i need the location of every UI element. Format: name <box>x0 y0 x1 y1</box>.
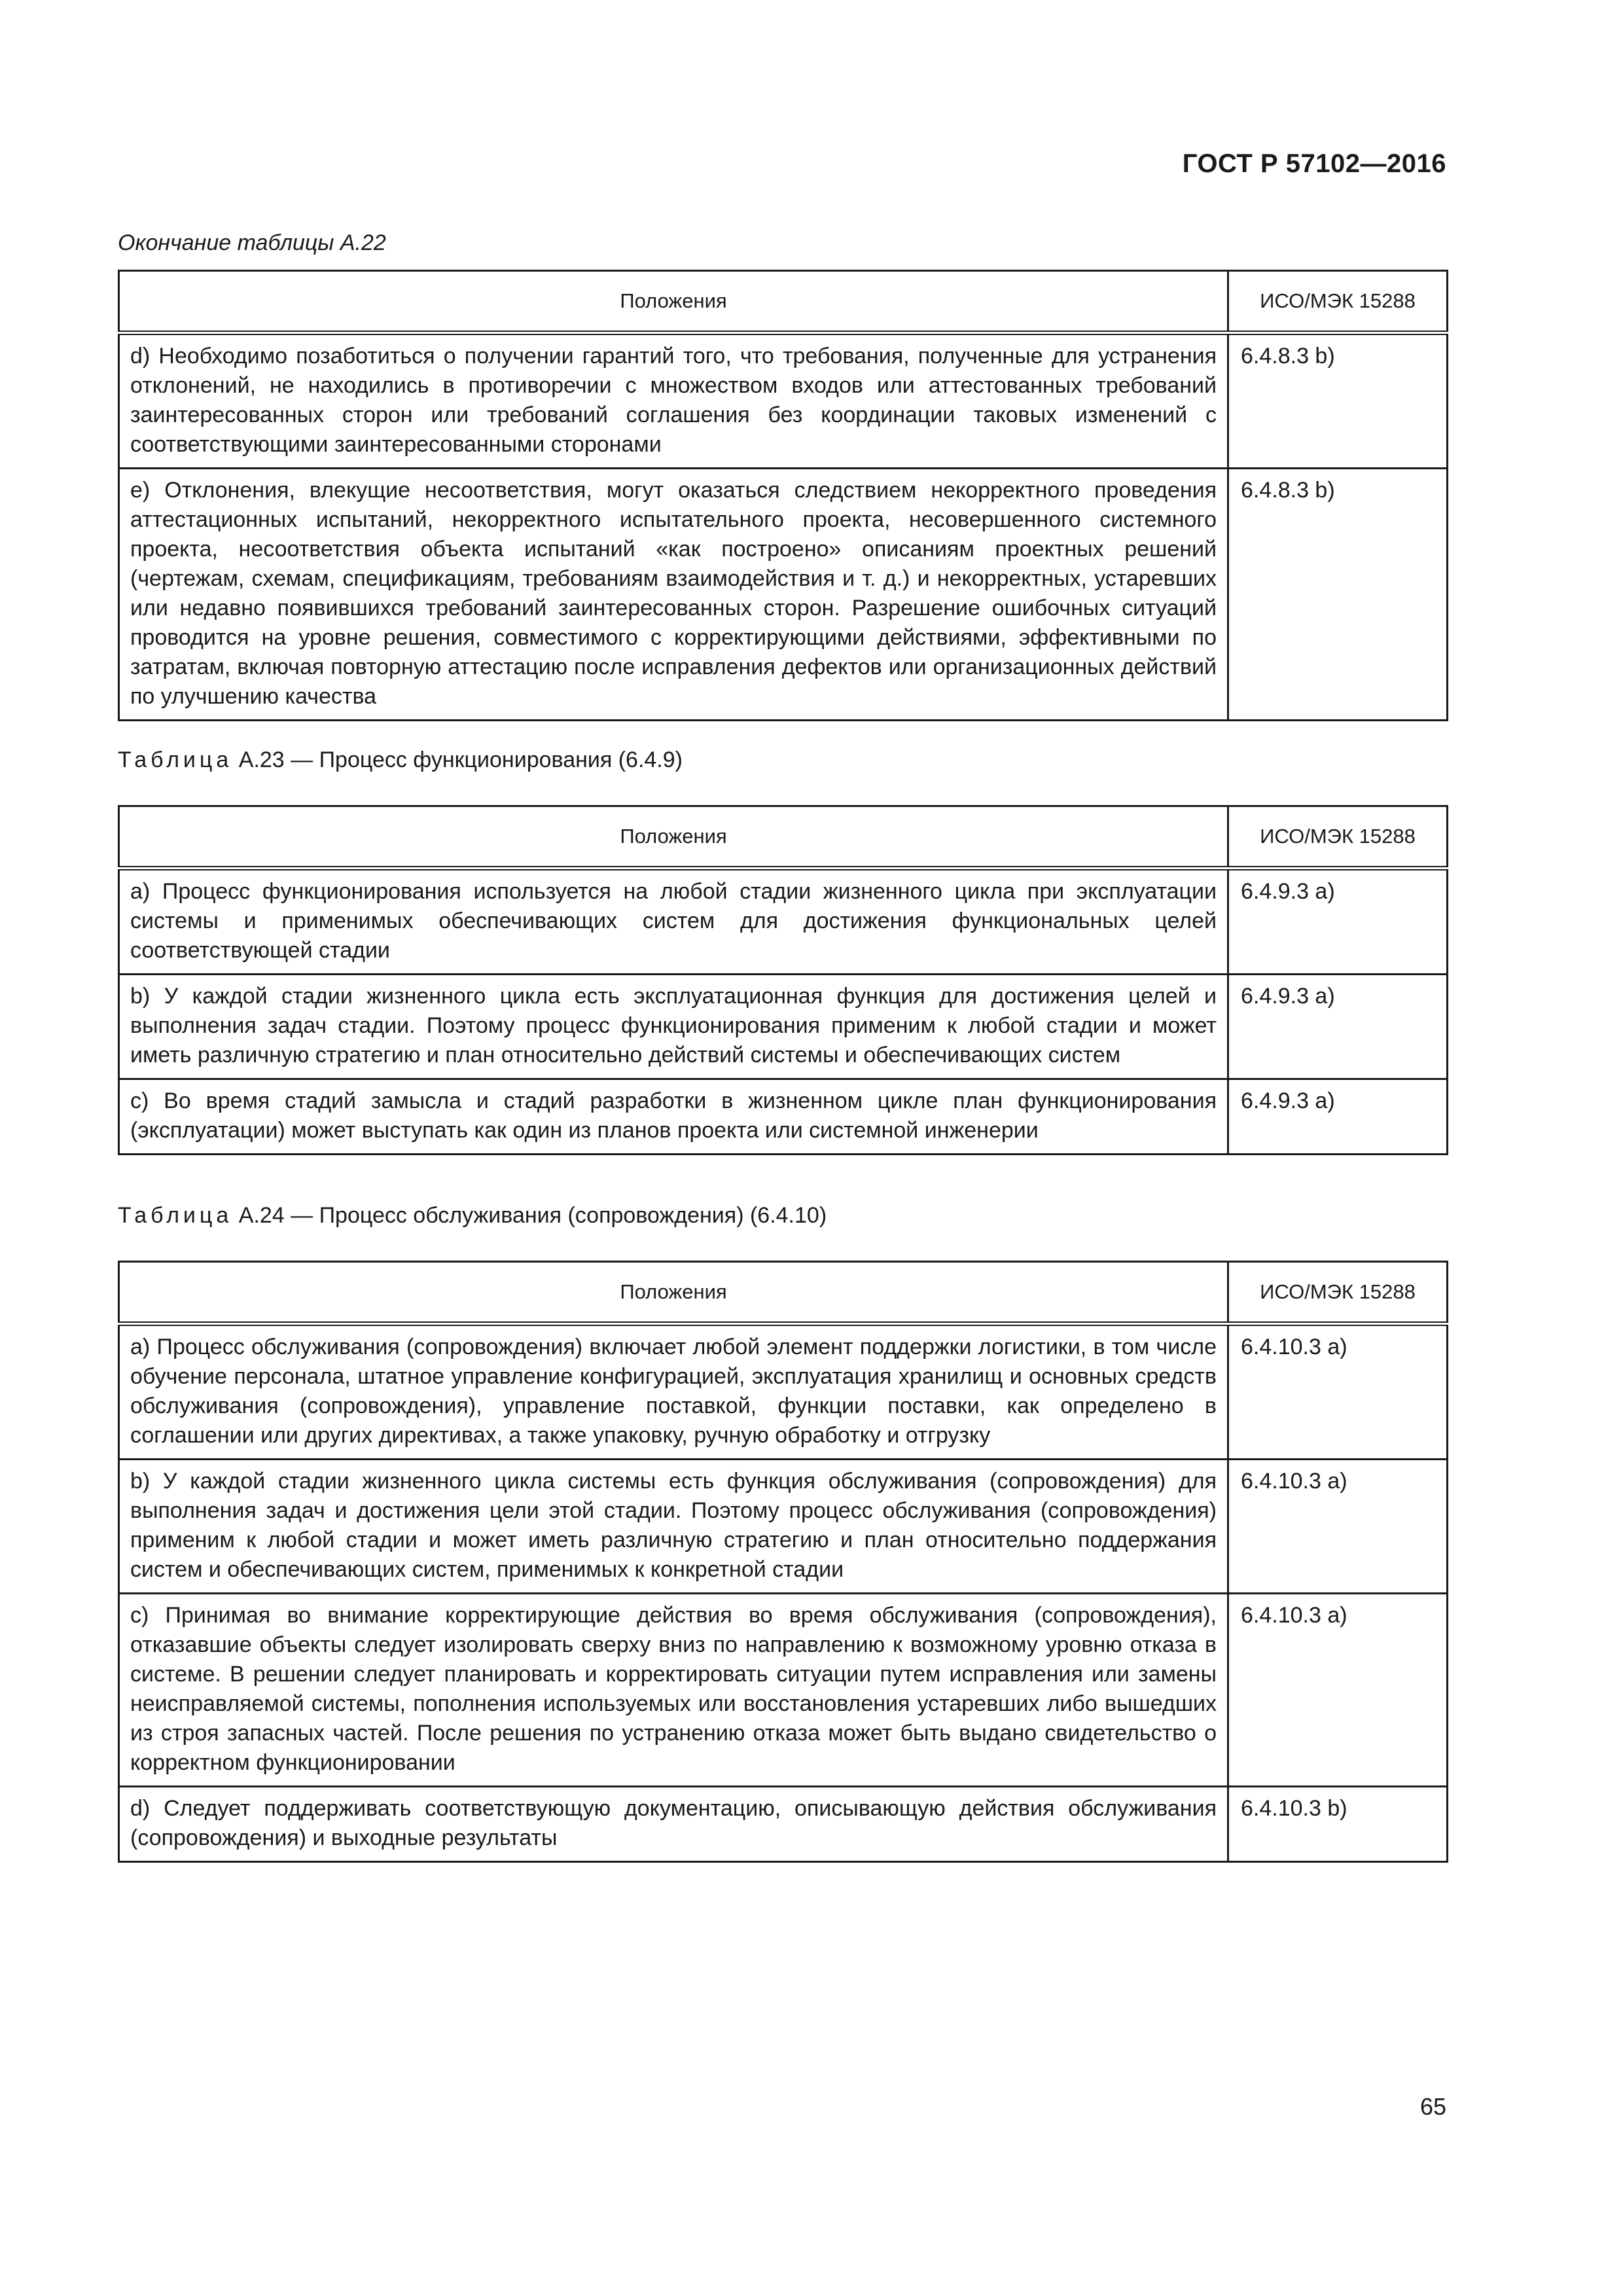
provision-text: с) Во время стадий замысла и стадий разработки в жизненном цикле план функционирования (эксплуатации) может выступать как один из планов проекта или системной инженерии <box>119 1079 1228 1155</box>
column-header-iso: ИСО/МЭК 15288 <box>1228 1262 1448 1324</box>
table-header-row <box>119 271 1448 333</box>
table-row <box>119 469 1448 721</box>
provision-text: b) У каждой стадии жизненного цикла системы есть функция обслуживания (сопровождения) для выполнения задач и достижения цели этой стадии. Поэтому процесс обслуживания (сопровождения) применим к любой стадии и может иметь различную стратегию и план относительно поддержания систем и обеспечивающих систем, применимых к конкретной стадии <box>119 1460 1228 1594</box>
iso-reference: 6.4.8.3 b) <box>1228 333 1448 469</box>
table-row <box>119 333 1448 469</box>
provision-text: b) У каждой стадии жизненного цикла есть эксплуатационная функция для достижения целей и выполнения задач стадии. Поэтому процесс функционирования применим к любой стадии и может иметь различную стратегию и план относительно действий системы и обеспечивающих систем <box>119 975 1228 1079</box>
table-a22-caption: Окончание таблицы А.22 <box>118 230 386 255</box>
table-a24-caption <box>118 1203 827 1229</box>
iso-reference: 6.4.10.3 а) <box>1228 1460 1448 1594</box>
table-row <box>119 1079 1448 1155</box>
table-row <box>119 1787 1448 1862</box>
column-header-provisions: Положения <box>119 271 1228 333</box>
iso-reference: 6.4.9.3 а) <box>1228 975 1448 1079</box>
iso-reference: 6.4.10.3 а) <box>1228 1324 1448 1460</box>
iso-reference: 6.4.10.3 b) <box>1228 1787 1448 1862</box>
table-a22 <box>118 270 1448 721</box>
column-header-iso: ИСО/МЭК 15288 <box>1228 806 1448 869</box>
column-header-provisions: Положения <box>119 806 1228 869</box>
provision-text: а) Процесс функционирования используется на любой стадии жизненного цикла при эксплуатации системы и применимых обеспечивающих систем для достижения функциональных целей соответствующей стадии <box>119 869 1228 975</box>
standard-designation: ГОСТ Р 57102—2016 <box>1182 149 1446 178</box>
provision-text: с) Принимая во внимание корректирующие действия во время обслуживания (сопровождения), отказавшие объекты следует изолировать сверху вниз по направлению к возможному уровню отказа в системе. В решении следует планировать и корректировать ситуации путем исправления или замены неисправляемой системы, пополнения используемых или восстановления устаревших либо вышедших из строя запасных частей. После решения по устранению отказа может быть выдано свидетельство о корректном функционировании <box>119 1594 1228 1787</box>
table-row <box>119 1324 1448 1460</box>
column-header-iso: ИСО/МЭК 15288 <box>1228 271 1448 333</box>
table-row <box>119 975 1448 1079</box>
table-a23-caption-label: Таблица <box>118 747 233 772</box>
table-row <box>119 1460 1448 1594</box>
table-a23 <box>118 805 1448 1155</box>
iso-reference: 6.4.9.3 а) <box>1228 1079 1448 1155</box>
table-row <box>119 869 1448 975</box>
provision-text: d) Следует поддерживать соответствующую документацию, описывающую действия обслуживания (сопровождения) и выходные результаты <box>119 1787 1228 1862</box>
table-a24-caption-label: Таблица <box>118 1203 233 1228</box>
iso-reference: 6.4.9.3 а) <box>1228 869 1448 975</box>
provision-text: а) Процесс обслуживания (сопровождения) включает любой элемент поддержки логистики, в том числе обучение персонала, штатное управление конфигурацией, эксплуатация хранилищ и основных средств обслуживания (сопровождения), управление поставкой, функции поставки, как определено в соглашении или других директивах, а также упаковку, ручную обработку и отгрузку <box>119 1324 1228 1460</box>
table-header-row <box>119 806 1448 869</box>
provision-text: e) Отклонения, влекущие несоответствия, могут оказаться следствием некорректного проведения аттестационных испытаний, некорректного испытательного проекта, несовершенного системного проекта, несоответствия объекта испытаний «как построено» описаниям проектных решений (чертежам, схемам, спецификациям, требованиям взаимодействия и т. д.) и некорректных, устаревших или недавно появившихся требований заинтересованных сторон. Разрешение ошибочных ситуаций проводится на уровне решения, совместимого с корректирующими действиями, эффективными по затратам, включая повторную аттестацию после исправления дефектов или организационных действий по улучшению качества <box>119 469 1228 721</box>
iso-reference: 6.4.8.3 b) <box>1228 469 1448 721</box>
table-header-row <box>119 1262 1448 1324</box>
table-a24-caption-title: А.24 — Процесс обслуживания (сопровождения) (6.4.10) <box>238 1203 827 1228</box>
column-header-provisions: Положения <box>119 1262 1228 1324</box>
page-number: 65 <box>1419 2093 1446 2120</box>
table-a24 <box>118 1261 1448 1863</box>
table-a23-caption <box>118 747 683 773</box>
table-a23-caption-title: А.23 — Процесс функционирования (6.4.9) <box>238 747 683 772</box>
iso-reference: 6.4.10.3 а) <box>1228 1594 1448 1787</box>
provision-text: d) Необходимо позаботиться о получении гарантий того, что требования, полученные для устранения отклонений, не находились в противоречии с множеством входов или аттестованных требований заинтересованных сторон или требований соглашения без координации таковых изменений с соответствующими заинтересованными сторонами <box>119 333 1228 469</box>
table-row <box>119 1594 1448 1787</box>
